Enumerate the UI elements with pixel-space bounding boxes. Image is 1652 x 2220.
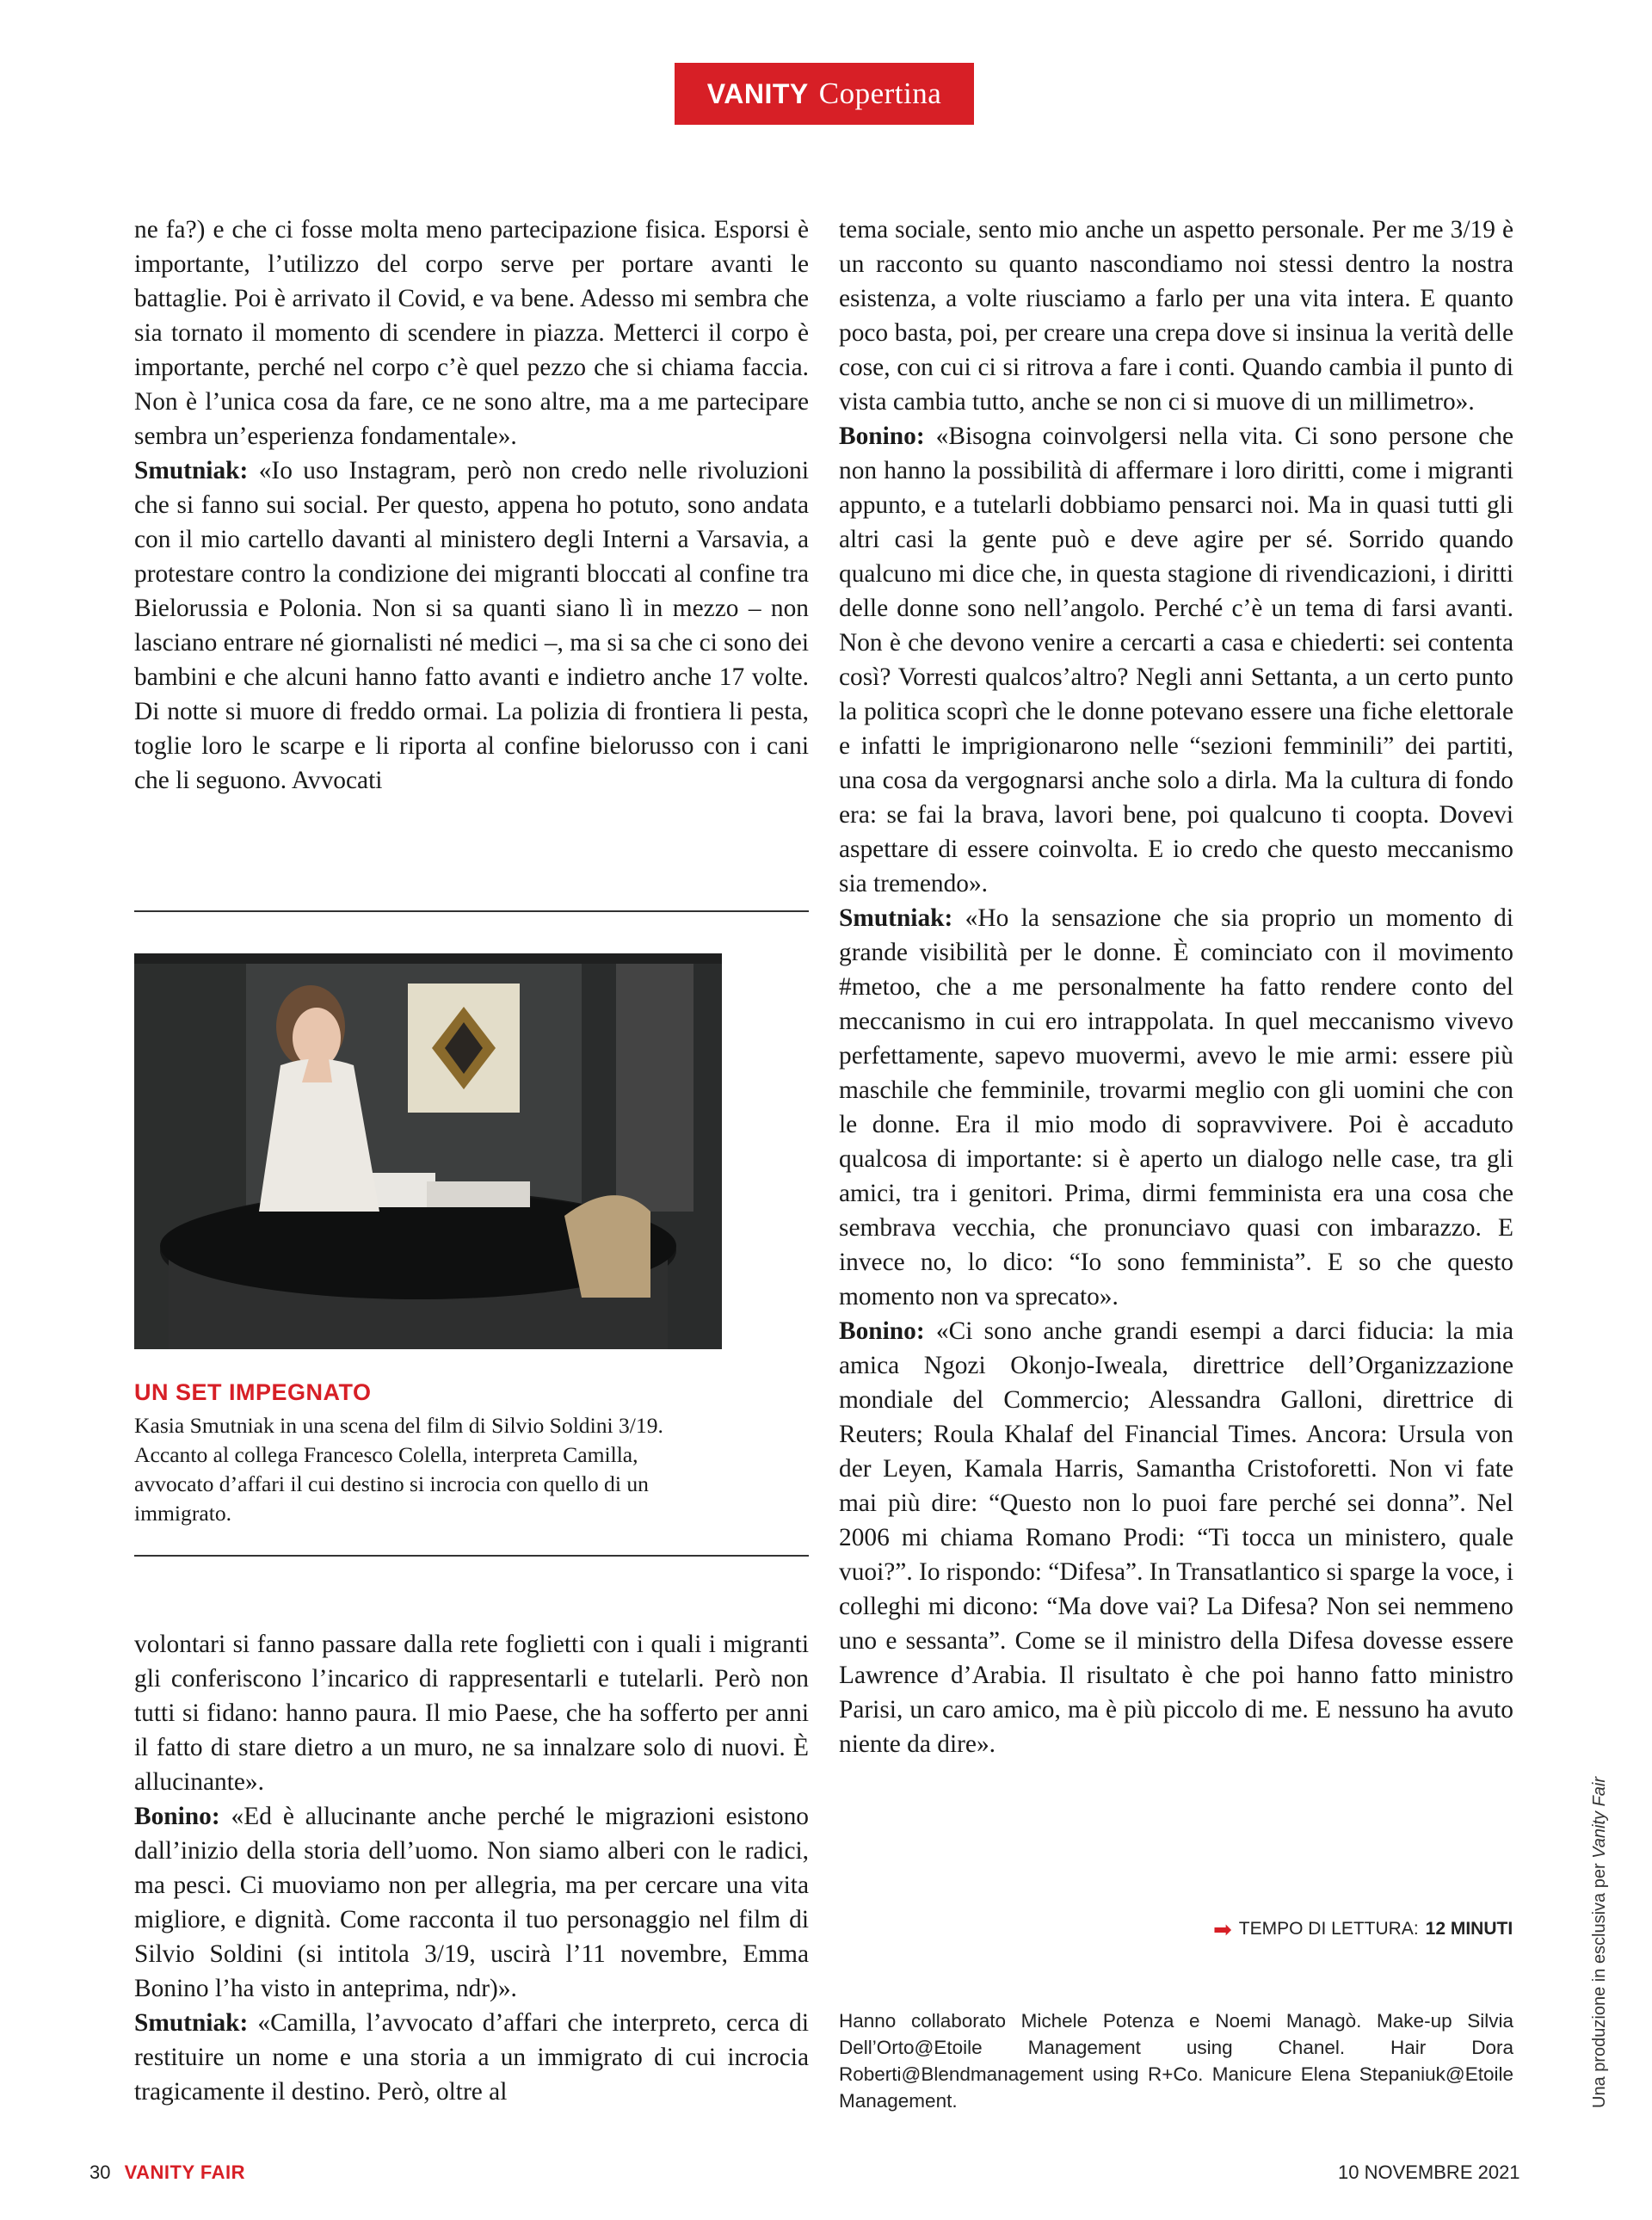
column-a — [134, 213, 809, 798]
magazine-name: VANITY FAIR — [124, 2161, 245, 2183]
paragraph-text: tema sociale, sento mio anche un aspetto personale. Per me 3/19 è un racconto su quanto nascondiamo noi stessi dentro la nostra esistenza, a volte riusciamo a farlo per una vita intera. E quanto poco basta, poi, per creare una crepa dove si insinua la verità delle cose, con cui ci si ritrova a fare i conti. Quando cambia il punto di vista cambia tutto, anche se non ci si muove di un millimetro». — [839, 216, 1513, 416]
speaker-name: Smutniak: — [134, 2009, 249, 2037]
paragraph — [839, 901, 1513, 1314]
issue-date: 10 NOVEMBRE 2021 — [1338, 2161, 1520, 2183]
arrow-right-icon: ➡ — [1213, 1915, 1232, 1942]
paragraph — [134, 213, 809, 453]
section-tab — [675, 63, 974, 125]
paragraph — [134, 1627, 809, 1799]
paragraph — [134, 2006, 809, 2109]
paragraph — [839, 419, 1513, 901]
page-number: 30 — [89, 2161, 111, 2183]
photo — [134, 953, 722, 1349]
paragraph-text: «Ho la sensazione che sia proprio un momento di grande visibilità per le donne. È cominciato con il movimento #metoo, che a me personalmente ha fatto rendere conto del meccanismo in cui ero intrappolata. In quel meccanismo vivevo perfettamente, sapevo muovermi, avevo le mie armi: essere più maschile che femminile, trovarmi meglio con gli uomini che con le donne. Era il mio modo di sopravvivere. Poi è accaduto qualcosa di importante: si è aperto un dialogo nelle case, tra gli amici, tra i genitori. Prima, dirmi femminista era una cosa che sembrava vecchia, che pronunciavo quasi con imbarazzo. E invece no, lo dico: “Io sono femminista”. E so che questo momento non va sprecato». — [839, 904, 1513, 1310]
paragraph-text: «Camilla, l’avvocato d’affari che interpreto, cerca di restituire un nome e una storia a un immigrato di cui incrocia tragicamente il destino. Però, oltre al — [134, 2009, 809, 2106]
paragraph — [134, 1799, 809, 2006]
paragraph-text: ne fa?) e che ci fosse molta meno partecipazione fisica. Esporsi è importante, l’utilizzo del corpo serve per portare avanti le battaglie. Poi è arrivato il Covid, e va bene. Adesso mi sembra che sia tornato il momento di scendere in piazza. Metterci il corpo è importante, perché nel corpo c’è quel pezzo che si chiama faccia. Non è l’unica cosa da fare, ce ne sono altre, ma a me partecipare sembra un’esperienza fondamentale». — [134, 216, 809, 450]
speaker-name: Smutniak: — [839, 904, 953, 932]
speaker-name: Bonino: — [839, 1317, 925, 1345]
paragraph-text: «Io uso Instagram, però non credo nelle rivoluzioni che si fanno sui social. Per questo, appena ho potuto, sono andata con il mio cartello davanti al ministero degli Interni a Varsavia, a protestare contro la condizione dei migranti bloccati al confine tra Bielorussia e Polonia. Non si sa quanti siano lì in mezzo – non lasciano entrare né giornalisti né medici –, ma si sa che ci sono dei bambini e che alcuni hanno fatto avanti e indietro anche 17 volte. Di notte si muore di freddo ormai. La polizia di frontiera li pesta, toglie loro le scarpe e li riporta al confine bielorusso con i cani che li seguono. Avvocati — [134, 457, 809, 794]
paragraph-text: «Ci sono anche grandi esempi a darci fiducia: la mia amica Ngozi Okonjo-Iweala, direttrice dell’Organizzazione mondiale del Commercio; Alessandra Galloni, direttrice di Reuters; Roula Khalaf del Financial Times. Ancora: Ursula von der Leyen, Kamala Harris, Samantha Cristoforetti. Non vi fate mai più dire: “Questo non lo puoi fare perché sei donna”. Nel 2006 mi chiama Romano Prodi: “Ti tocca un ministero, quale vuoi?”. Io rispondo: “Difesa”. In Transatlantico si sparge la voce, i colleghi mi dicono: “Ma dove vai? La Difesa? Non sei nemmeno uno e sessanta”. Come se il ministro della Difesa dovesse essere Lawrence d’Arabia. Il risultato è che poi hanno fatto ministro Parisi, un caro amico, ma è più piccolo di me. E nessuno ha avuto niente da dire». — [839, 1317, 1513, 1758]
credits: Hanno collaborato Michele Potenza e Noemi Managò. Make-up Silvia Dell’Orto@Etoile Management using Chanel. Hair Dora Roberti@Blendmanagement using R+Co. Manicure Elena Stepaniuk@Etoile Management. — [839, 2010, 1513, 2112]
reading-time — [1213, 1915, 1513, 1942]
reading-time-label: TEMPO DI LETTURA: — [1238, 1919, 1419, 1939]
caption-title: UN SET IMPEGNATO — [134, 1379, 372, 1405]
paragraph — [134, 453, 809, 798]
reading-time-value: 12 MINUTI — [1425, 1919, 1513, 1939]
paragraph — [839, 1314, 1513, 1761]
paragraph-text: volontari si fanno passare dalla rete foglietti con i quali i migranti gli conferiscono l’incarico di rappresentarli e tutelarli. Però non tutti si fidano: hanno paura. Il mio Paese, che ha sofferto per anni il fatto di stare dietro a un muro, ne sa innalzare solo di nuovi. È allucinante». — [134, 1631, 809, 1796]
speaker-name: Bonino: — [134, 1803, 220, 1830]
paragraph-text: «Bisogna coinvolgersi nella vita. Ci sono persone che non hanno la possibilità di affermare i loro diritti, come i migranti appunto, e a tutelarli dobbiamo pensarci noi. Ma in quasi tutti gli altri casi la gente può e deve agire per sé. Sorrido quando qualcuno mi dice che, in questa stagione di rivendicazioni, i diritti delle donne sono nell’angolo. Perché c’è un tema di farsi avanti. Non è che devono venire a cercarti a casa e chiederti: sei contenta così? Vorresti qualcos’altro? Negli anni Settanta, a un certo punto la politica scoprì che le donne potevano essere una fiche elettorale e infatti le imprigionarono nelle “sezioni femminili” dei partiti, una cosa da vergognarsi anche solo a dirla. Ma la cultura di fondo era: se fai la brava, lavori bene, poi qualcuno ti coopta. Dovevi aspettare di essere coinvolta. E io credo che questo meccanismo sia tremendo». — [839, 422, 1513, 897]
vertical-note-brand: Vanity Fair — [1590, 1776, 1609, 1859]
divider-bottom — [134, 1555, 809, 1557]
paragraph-text: «Ed è allucinante anche perché le migrazioni esistono dall’inizio della storia dell’uomo. Non siamo alberi con le radici, ma pesci. Ci muoviamo non per allegria, ma per cercare una vita migliore, e dignità. Come racconta il tuo personaggio nel film di Silvio Soldini (si intitola 3/19, uscirà l’11 novembre, Emma Bonino l’ha visto in anteprima, ndr)». — [134, 1803, 809, 2002]
column-c — [839, 213, 1513, 1761]
vertical-production-note — [1590, 1777, 1610, 2108]
photo-illustration — [134, 953, 722, 1349]
caption-text: Kasia Smutniak in una scena del film di Silvio Soldini 3/19. Accanto al collega Francesco Colella, interpreta Camilla, avvocato d’affari il cui destino si incrocia con quello di un immigrato. — [134, 1413, 663, 1526]
divider-top — [134, 910, 809, 912]
vertical-note-text: Una produzione in esclusiva per — [1590, 1858, 1609, 2108]
paragraph — [839, 213, 1513, 419]
speaker-name: Smutniak: — [134, 457, 249, 484]
folio-left — [89, 2161, 245, 2184]
column-b — [134, 1627, 809, 2109]
speaker-name: Bonino: — [839, 422, 925, 450]
section-name: Copertina — [818, 77, 942, 110]
section-brand: VANITY — [706, 77, 809, 109]
